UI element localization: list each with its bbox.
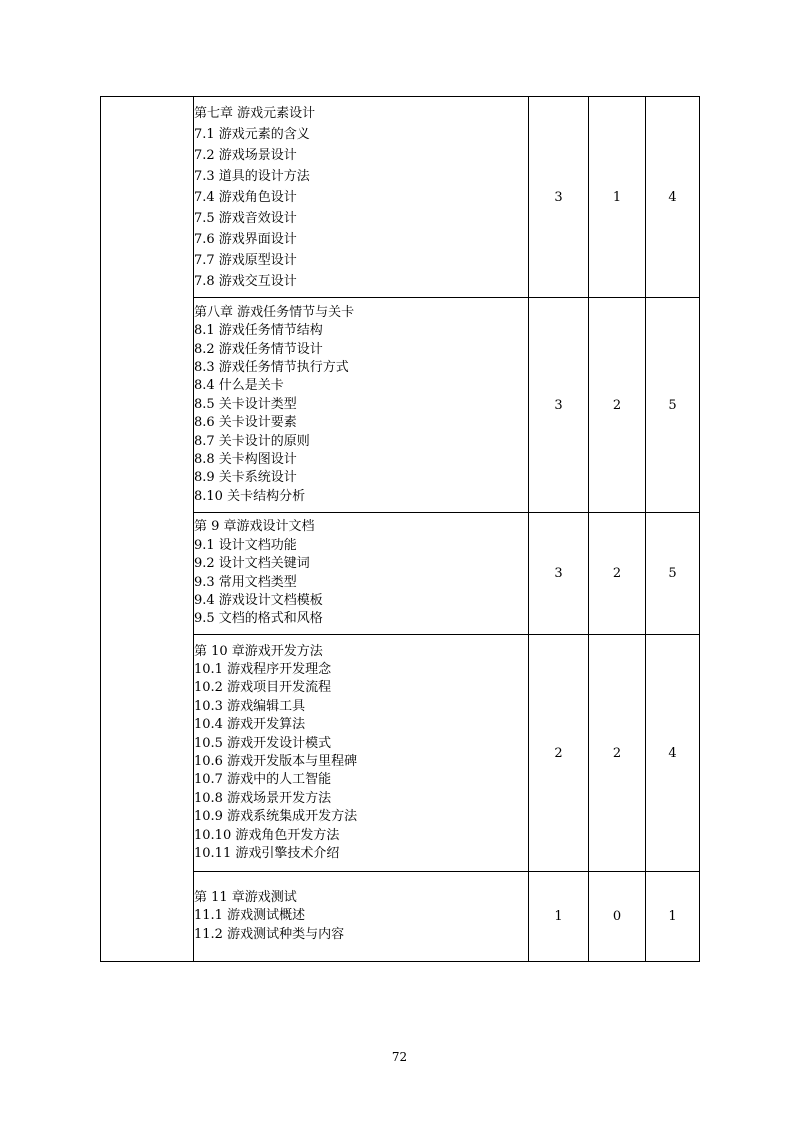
section-item: 8.1 游戏任务情节结构 <box>194 323 323 339</box>
section-item: 10.4 游戏开发算法 <box>194 717 306 733</box>
section-item: 10.10 游戏角色开发方法 <box>194 827 340 843</box>
section-item: 8.10 关卡结构分析 <box>194 488 306 504</box>
section-item: 7.5 游戏音效设计 <box>194 210 297 226</box>
section-item: 9.5 文档的格式和风格 <box>194 611 323 627</box>
chapter-title: 第 9 章游戏设计文档 <box>194 519 315 535</box>
section-item: 8.7 关卡设计的原则 <box>194 433 310 449</box>
blank-first-column <box>101 97 194 962</box>
section-item: 7.1 游戏元素的含义 <box>194 126 310 142</box>
section-item: 9.3 常用文档类型 <box>194 574 297 590</box>
section-item: 8.2 游戏任务情节设计 <box>194 341 323 357</box>
section-item: 8.4 什么是关卡 <box>194 378 284 394</box>
section-item: 9.4 游戏设计文档模板 <box>194 592 323 608</box>
value-cell-3: 5 <box>646 298 700 513</box>
section-item: 11.1 游戏测试概述 <box>194 908 306 924</box>
chapter-content <box>194 298 529 513</box>
section-item: 10.11 游戏引擎技术介绍 <box>194 846 340 862</box>
section-item: 7.2 游戏场景设计 <box>194 147 297 163</box>
section-item: 7.8 游戏交互设计 <box>194 273 297 289</box>
section-item: 8.8 关卡构图设计 <box>194 452 297 468</box>
page-number: 72 <box>391 1050 408 1064</box>
section-item: 7.3 道具的设计方法 <box>194 168 310 184</box>
section-item: 10.9 游戏系统集成开发方法 <box>194 809 358 825</box>
value-cell-1: 3 <box>529 513 589 635</box>
value-cell-3: 4 <box>646 635 700 872</box>
section-item: 9.2 设计文档关键词 <box>194 556 310 572</box>
chapter-title: 第八章 游戏任务情节与关卡 <box>194 304 355 320</box>
value-cell-1: 2 <box>529 635 589 872</box>
section-item: 10.2 游戏项目开发流程 <box>194 680 332 696</box>
section-item: 10.6 游戏开发版本与里程碑 <box>194 754 358 769</box>
section-item: 10.1 游戏程序开发理念 <box>194 661 332 677</box>
value-cell-1: 3 <box>529 97 589 298</box>
chapter-content <box>194 513 529 635</box>
value-cell-2: 2 <box>589 513 646 635</box>
chapter-content <box>194 872 529 962</box>
section-item: 8.9 关卡系统设计 <box>194 470 297 486</box>
value-cell-2: 0 <box>589 872 646 962</box>
value-cell-3: 4 <box>646 97 700 298</box>
section-item: 10.3 游戏编辑工具 <box>194 698 306 714</box>
section-item: 7.7 游戏原型设计 <box>194 252 297 268</box>
syllabus-table <box>100 96 700 962</box>
section-item: 10.8 游戏场景开发方法 <box>194 790 332 806</box>
value-cell-2: 2 <box>589 298 646 513</box>
value-cell-3: 1 <box>646 872 700 962</box>
chapter-title: 第七章 游戏元素设计 <box>194 105 316 121</box>
section-item: 7.4 游戏角色设计 <box>194 189 297 205</box>
value-cell-3: 5 <box>646 513 700 635</box>
value-cell-1: 3 <box>529 298 589 513</box>
section-item: 7.6 游戏界面设计 <box>194 231 297 247</box>
value-cell-2: 1 <box>589 97 646 298</box>
section-item: 11.2 游戏测试种类与内容 <box>194 926 345 942</box>
value-cell-1: 1 <box>529 872 589 962</box>
section-item: 8.6 关卡设计要素 <box>194 415 297 431</box>
chapter-content <box>194 97 529 298</box>
table-row <box>101 97 700 298</box>
value-cell-2: 2 <box>589 635 646 872</box>
section-item: 10.7 游戏中的人工智能 <box>194 772 332 788</box>
section-item: 10.5 游戏开发设计模式 <box>194 735 332 751</box>
chapter-title: 第 11 章游戏测试 <box>194 889 297 905</box>
section-item: 9.1 设计文档功能 <box>194 537 297 553</box>
section-item: 8.5 关卡设计类型 <box>194 396 297 412</box>
chapter-content <box>194 635 529 872</box>
chapter-title: 第 10 章游戏开发方法 <box>194 643 323 659</box>
section-item: 8.3 游戏任务情节执行方式 <box>194 359 349 375</box>
